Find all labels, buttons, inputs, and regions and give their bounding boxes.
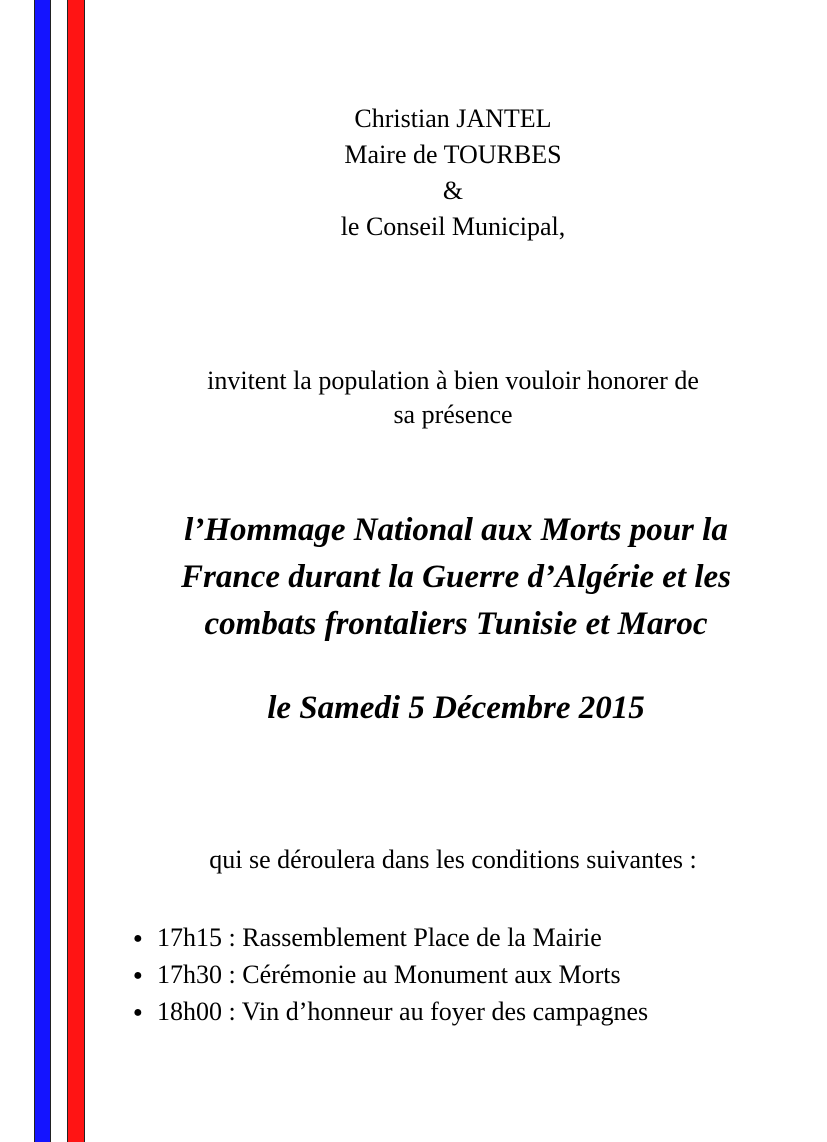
invitation-text [140, 364, 766, 432]
event-title-line-3: combats frontaliers Tunisie et Maroc [204, 606, 708, 642]
event-title [126, 507, 786, 648]
header-block [0, 101, 827, 245]
invitation-line-2: sa présence [393, 400, 513, 429]
schedule-item [133, 957, 648, 994]
mayor-name: Christian JANTEL [354, 104, 552, 133]
schedule-item-text: 17h30 : Cérémonie au Monument aux Morts [157, 960, 621, 989]
event-date: le Samedi 5 Décembre 2015 [267, 690, 645, 726]
event-title-line-2: France durant la Guerre d’Algérie et les [181, 559, 731, 595]
schedule-item-text: 17h15 : Rassemblement Place de la Mairie [157, 923, 602, 952]
bullet-icon: ● [133, 930, 143, 947]
invitation-line-1: invitent la population à bien vouloir honorer de [207, 366, 699, 395]
council-name: le Conseil Municipal, [340, 212, 566, 241]
schedule-item-text: 18h00 : Vin d’honneur au foyer des campagnes [157, 997, 649, 1026]
event-title-line-1: l’Hommage National aux Morts pour la [184, 512, 728, 548]
schedule-item [133, 920, 648, 957]
ampersand: & [442, 176, 464, 205]
conditions-intro: qui se déroulera dans les conditions suivantes : [209, 845, 697, 874]
schedule-item [133, 994, 648, 1031]
bullet-icon: ● [133, 967, 143, 984]
schedule-list [133, 920, 648, 1031]
bullet-icon: ● [133, 1004, 143, 1021]
mayor-title: Maire de TOURBES [344, 140, 562, 169]
